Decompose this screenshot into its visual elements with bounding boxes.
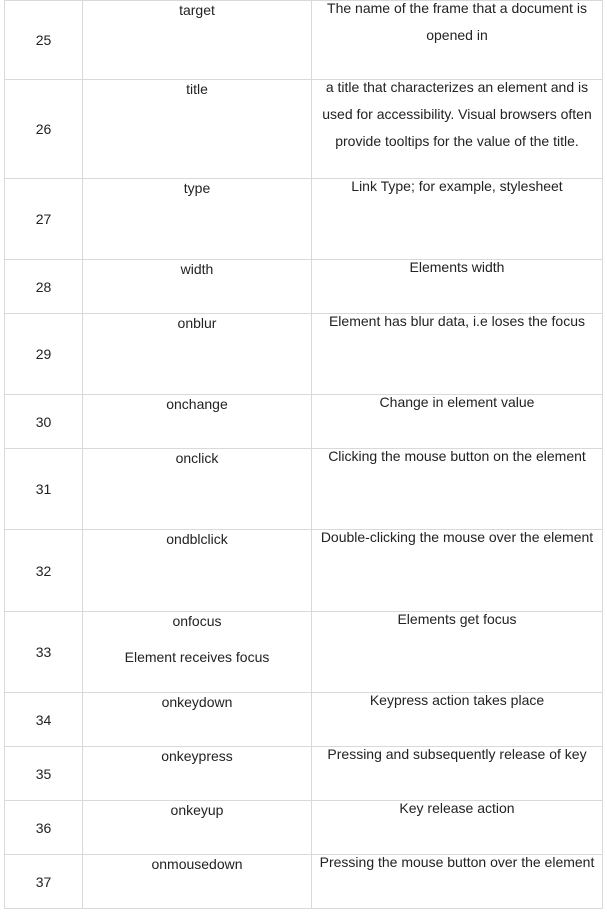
attribute-description-cell (312, 1, 603, 80)
attribute-description: Elements width (409, 259, 505, 275)
attribute-description-cell (312, 801, 603, 855)
row-number: 36 (5, 801, 83, 855)
attribute-name: onkeydown (161, 694, 233, 710)
attribute-name-cell (83, 693, 312, 747)
attribute-description: Elements get focus (397, 611, 517, 627)
attribute-description-cell (312, 530, 603, 612)
attribute-table-body (5, 1, 603, 909)
table-row (5, 801, 603, 855)
row-number: 33 (5, 612, 83, 693)
table-row (5, 395, 603, 449)
row-number: 37 (5, 855, 83, 909)
attribute-name-cell (83, 747, 312, 801)
attribute-description: Key release action (399, 800, 515, 816)
row-number: 29 (5, 314, 83, 395)
attribute-name-cell (83, 80, 312, 179)
attribute-name: target (179, 2, 215, 18)
table-row (5, 80, 603, 179)
attribute-name-cell (83, 314, 312, 395)
attribute-description-cell (312, 855, 603, 909)
attribute-description: Double-clicking the mouse over the element (320, 529, 594, 545)
attribute-description-cell (312, 449, 603, 530)
table-row (5, 530, 603, 612)
attribute-name-cell (83, 395, 312, 449)
attribute-description-cell (312, 395, 603, 449)
row-number: 27 (5, 179, 83, 260)
row-number: 31 (5, 449, 83, 530)
attribute-name-cell (83, 179, 312, 260)
attribute-description: Pressing and subsequently release of key (327, 746, 587, 762)
row-number: 25 (5, 1, 83, 80)
attribute-description-cell (312, 80, 603, 179)
table-row (5, 449, 603, 530)
attribute-name-cell (83, 801, 312, 855)
attribute-name: onblur (177, 315, 217, 331)
table-row (5, 314, 603, 395)
attribute-name-note: Element receives focus (124, 649, 270, 665)
row-number: 35 (5, 747, 83, 801)
attribute-name-cell (83, 530, 312, 612)
attribute-description: The name of the frame that a document is opened in (327, 0, 587, 43)
attribute-name: type (183, 180, 211, 196)
attribute-description: Clicking the mouse button on the element (328, 448, 586, 464)
attribute-description-cell (312, 260, 603, 314)
attribute-name-cell (83, 260, 312, 314)
attribute-name: onkeyup (170, 802, 224, 818)
attribute-name: onkeypress (161, 748, 233, 764)
table-row (5, 179, 603, 260)
attribute-description-cell (312, 693, 603, 747)
table-row (5, 612, 603, 693)
attribute-description-cell (312, 314, 603, 395)
attribute-description-cell (312, 179, 603, 260)
attribute-name: ondblclick (166, 531, 228, 547)
attribute-name-cell (83, 855, 312, 909)
table-row (5, 260, 603, 314)
attribute-description: Keypress action takes place (369, 692, 545, 708)
attribute-name: onmousedown (151, 856, 243, 872)
attribute-description-cell (312, 747, 603, 801)
row-number: 28 (5, 260, 83, 314)
table-row (5, 1, 603, 80)
row-number: 34 (5, 693, 83, 747)
attribute-name: onchange (166, 396, 228, 412)
attribute-table (4, 0, 603, 909)
attribute-description: Pressing the mouse button over the element (319, 854, 595, 870)
table-row (5, 855, 603, 909)
attribute-description: Element has blur data, i.e loses the focus (328, 313, 586, 329)
attribute-description: Change in element value (379, 394, 535, 410)
table-row (5, 693, 603, 747)
row-number: 26 (5, 80, 83, 179)
attribute-name: width (180, 261, 214, 277)
attribute-description: a title that characterizes an element and is used for accessibility. Visual browsers often provide tooltips for the value of the title. (322, 79, 592, 149)
attribute-name-cell (83, 612, 312, 693)
table-row (5, 747, 603, 801)
attribute-name-cell (83, 1, 312, 80)
attribute-name-cell (83, 449, 312, 530)
attribute-name: onfocus (172, 613, 222, 629)
row-number: 30 (5, 395, 83, 449)
attribute-name: title (186, 81, 208, 97)
row-number: 32 (5, 530, 83, 612)
attribute-description-cell (312, 612, 603, 693)
attribute-description: Link Type; for example, stylesheet (351, 178, 563, 194)
attribute-name: onclick (175, 450, 219, 466)
